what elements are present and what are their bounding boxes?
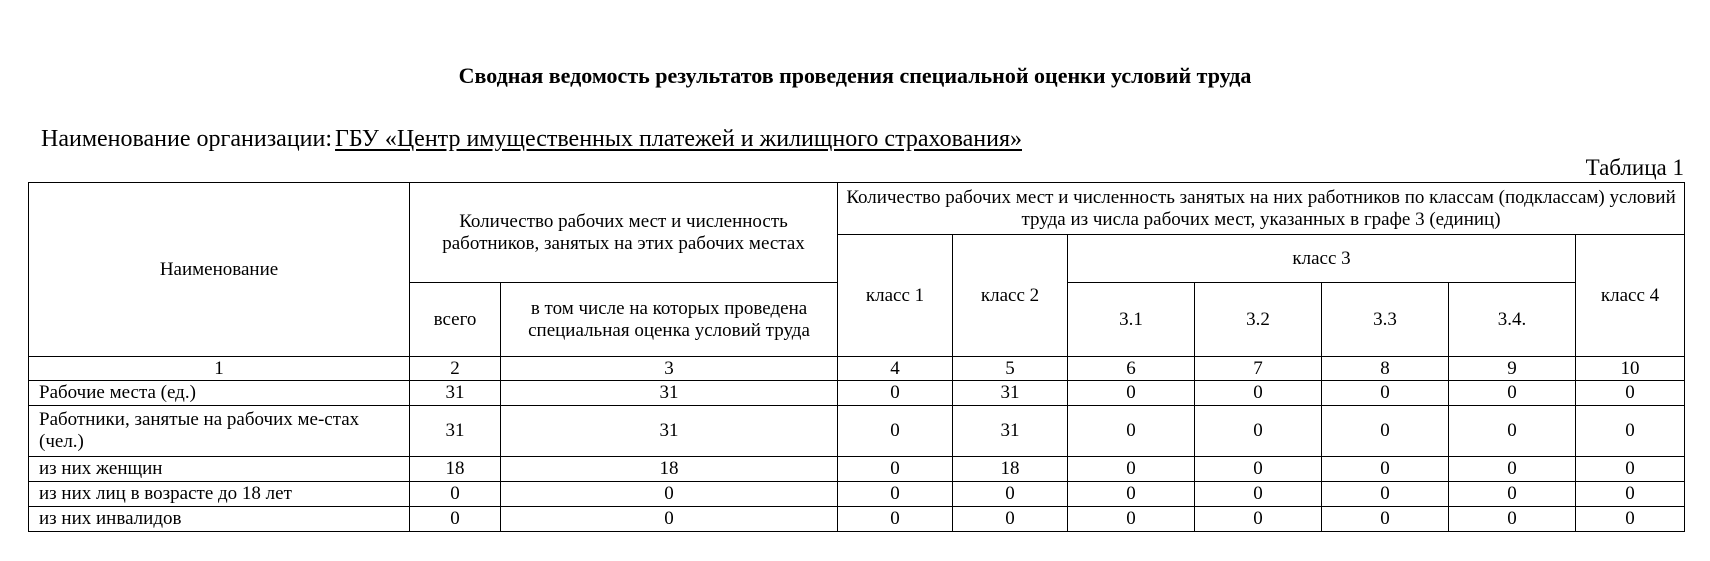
table-cell: 0 bbox=[1068, 482, 1195, 507]
table-cell: 0 bbox=[1068, 457, 1195, 482]
table-cell: 0 bbox=[1068, 381, 1195, 406]
row-label: из них женщин bbox=[29, 457, 410, 482]
table-cell: 0 bbox=[1449, 507, 1576, 532]
column-number: 9 bbox=[1449, 357, 1576, 381]
table-cell: 0 bbox=[1322, 406, 1449, 457]
column-number: 7 bbox=[1195, 357, 1322, 381]
row-label: Работники, занятые на рабочих ме-стах (чел.) bbox=[29, 406, 410, 457]
column-number: 3 bbox=[501, 357, 838, 381]
organization-label: Наименование организации: bbox=[41, 126, 333, 152]
header-total: всего bbox=[410, 283, 501, 357]
table-cell: 0 bbox=[1322, 457, 1449, 482]
table-cell: 0 bbox=[1322, 482, 1449, 507]
header-class-4: класс 4 bbox=[1576, 235, 1685, 357]
table-cell: 0 bbox=[1576, 457, 1685, 482]
table-cell: 0 bbox=[953, 507, 1068, 532]
table-cell: 0 bbox=[1449, 482, 1576, 507]
row-label: из них инвалидов bbox=[29, 507, 410, 532]
header-row-1 bbox=[29, 183, 1685, 235]
table-cell: 0 bbox=[410, 507, 501, 532]
table-cell: 0 bbox=[838, 381, 953, 406]
table-cell: 0 bbox=[838, 507, 953, 532]
table-cell: 31 bbox=[501, 381, 838, 406]
summary-table bbox=[28, 182, 1685, 532]
table-cell: 0 bbox=[1195, 482, 1322, 507]
table-cell: 0 bbox=[1195, 457, 1322, 482]
header-assessed: в том числе на которых проведена специальная оценка условий труда bbox=[501, 283, 838, 357]
header-name: Наименование bbox=[29, 183, 410, 357]
table-cell: 31 bbox=[953, 406, 1068, 457]
table-row bbox=[29, 381, 1685, 406]
column-number: 5 bbox=[953, 357, 1068, 381]
table-cell: 0 bbox=[838, 457, 953, 482]
table-row bbox=[29, 507, 1685, 532]
header-class-3-1: 3.1 bbox=[1068, 283, 1195, 357]
column-number: 4 bbox=[838, 357, 953, 381]
table-cell: 0 bbox=[1195, 381, 1322, 406]
document-title: Сводная ведомость результатов проведения специальной оценки условий труда bbox=[458, 63, 1252, 88]
table-cell: 31 bbox=[501, 406, 838, 457]
header-workplaces-group: Количество рабочих мест и численность работников, занятых на этих рабочих местах bbox=[410, 183, 838, 283]
table-cell: 0 bbox=[1576, 406, 1685, 457]
table-cell: 18 bbox=[501, 457, 838, 482]
table-row bbox=[29, 482, 1685, 507]
table-cell: 0 bbox=[1322, 381, 1449, 406]
column-number: 10 bbox=[1576, 357, 1685, 381]
table-cell: 31 bbox=[953, 381, 1068, 406]
table-cell: 31 bbox=[410, 381, 501, 406]
table-cell: 0 bbox=[1195, 507, 1322, 532]
table-cell: 18 bbox=[953, 457, 1068, 482]
organization-name: ГБУ «Центр имущественных платежей и жилищного страхования» bbox=[335, 126, 1022, 152]
table-cell: 0 bbox=[1576, 482, 1685, 507]
table-row bbox=[29, 406, 1685, 457]
table-cell: 0 bbox=[501, 507, 838, 532]
table-label: Таблица 1 bbox=[1585, 155, 1684, 180]
table-cell: 0 bbox=[501, 482, 838, 507]
header-class-2: класс 2 bbox=[953, 235, 1068, 357]
table-cell: 0 bbox=[1449, 406, 1576, 457]
table-cell: 0 bbox=[1068, 507, 1195, 532]
table-cell: 0 bbox=[410, 482, 501, 507]
header-class-3-2: 3.2 bbox=[1195, 283, 1322, 357]
table-cell: 18 bbox=[410, 457, 501, 482]
column-number: 6 bbox=[1068, 357, 1195, 381]
table-row bbox=[29, 457, 1685, 482]
table-cell: 0 bbox=[1449, 381, 1576, 406]
table-cell: 0 bbox=[1576, 381, 1685, 406]
row-label: Рабочие места (ед.) bbox=[29, 381, 410, 406]
table-cell: 0 bbox=[1195, 406, 1322, 457]
table-cell: 0 bbox=[953, 482, 1068, 507]
table-cell: 31 bbox=[410, 406, 501, 457]
header-class-3-3: 3.3 bbox=[1322, 283, 1449, 357]
header-class-3-4: 3.4. bbox=[1449, 283, 1576, 357]
header-class-1: класс 1 bbox=[838, 235, 953, 357]
table-cell: 0 bbox=[1068, 406, 1195, 457]
table-cell: 0 bbox=[838, 482, 953, 507]
table-cell: 0 bbox=[1449, 457, 1576, 482]
table-cell: 0 bbox=[838, 406, 953, 457]
column-number: 8 bbox=[1322, 357, 1449, 381]
header-classes-group: Количество рабочих мест и численность занятых на них работников по классам (подклассам) условий труда из числа рабочих мест, указанных в графе 3 (единиц) bbox=[838, 183, 1685, 235]
column-number: 1 bbox=[29, 357, 410, 381]
header-class-3: класс 3 bbox=[1068, 235, 1576, 283]
table-cell: 0 bbox=[1576, 507, 1685, 532]
organization-line bbox=[41, 124, 1022, 154]
column-number-row bbox=[29, 357, 1685, 381]
column-number: 2 bbox=[410, 357, 501, 381]
table-cell: 0 bbox=[1322, 507, 1449, 532]
row-label: из них лиц в возрасте до 18 лет bbox=[29, 482, 410, 507]
